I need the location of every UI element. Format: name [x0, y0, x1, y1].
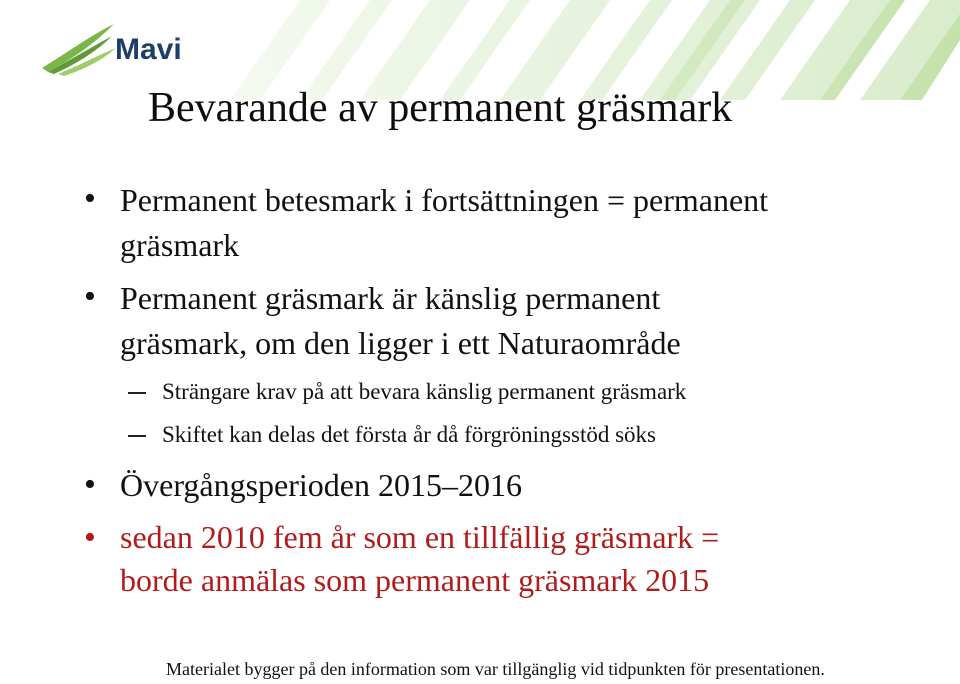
bullet-3: Övergångsperioden 2015–2016	[120, 467, 522, 503]
bullet-dot: •	[84, 278, 96, 315]
slide-title: Bevarande av permanent gräsmark	[148, 85, 733, 131]
sub-bullet-dash	[128, 392, 146, 394]
bullet-dot: •	[84, 180, 96, 217]
sub-bullet-1: Strängare krav på att bevara känslig permanent gräsmark	[162, 379, 687, 404]
leaf-icon	[38, 22, 118, 78]
logo-text: Mavi	[115, 33, 182, 66]
bullet-1-line-2: gräsmark	[120, 227, 240, 263]
bullet-4-line-2: borde anmälas som permanent gräsmark 2015	[120, 562, 710, 598]
sub-bullet-2: Skiftet kan delas det första år då förgröningsstöd söks	[162, 422, 656, 447]
bullet-2-line-1: Permanent gräsmark är känslig permanent	[120, 280, 661, 316]
bullet-dot: •	[84, 519, 96, 556]
bullet-2-line-2: gräsmark, om den ligger i ett Naturaområde	[120, 325, 681, 361]
bullet-1-line-1: Permanent betesmark i fortsättningen = permanent	[120, 182, 769, 218]
footer-note: Materialet bygger på den information som var tillgänglig vid tidpunkten för presentationen.	[166, 659, 825, 679]
bullet-dot: •	[84, 466, 96, 503]
bullet-4-line-1: sedan 2010 fem år som en tillfällig gräsmark =	[120, 519, 720, 555]
sub-bullet-dash	[128, 435, 146, 437]
